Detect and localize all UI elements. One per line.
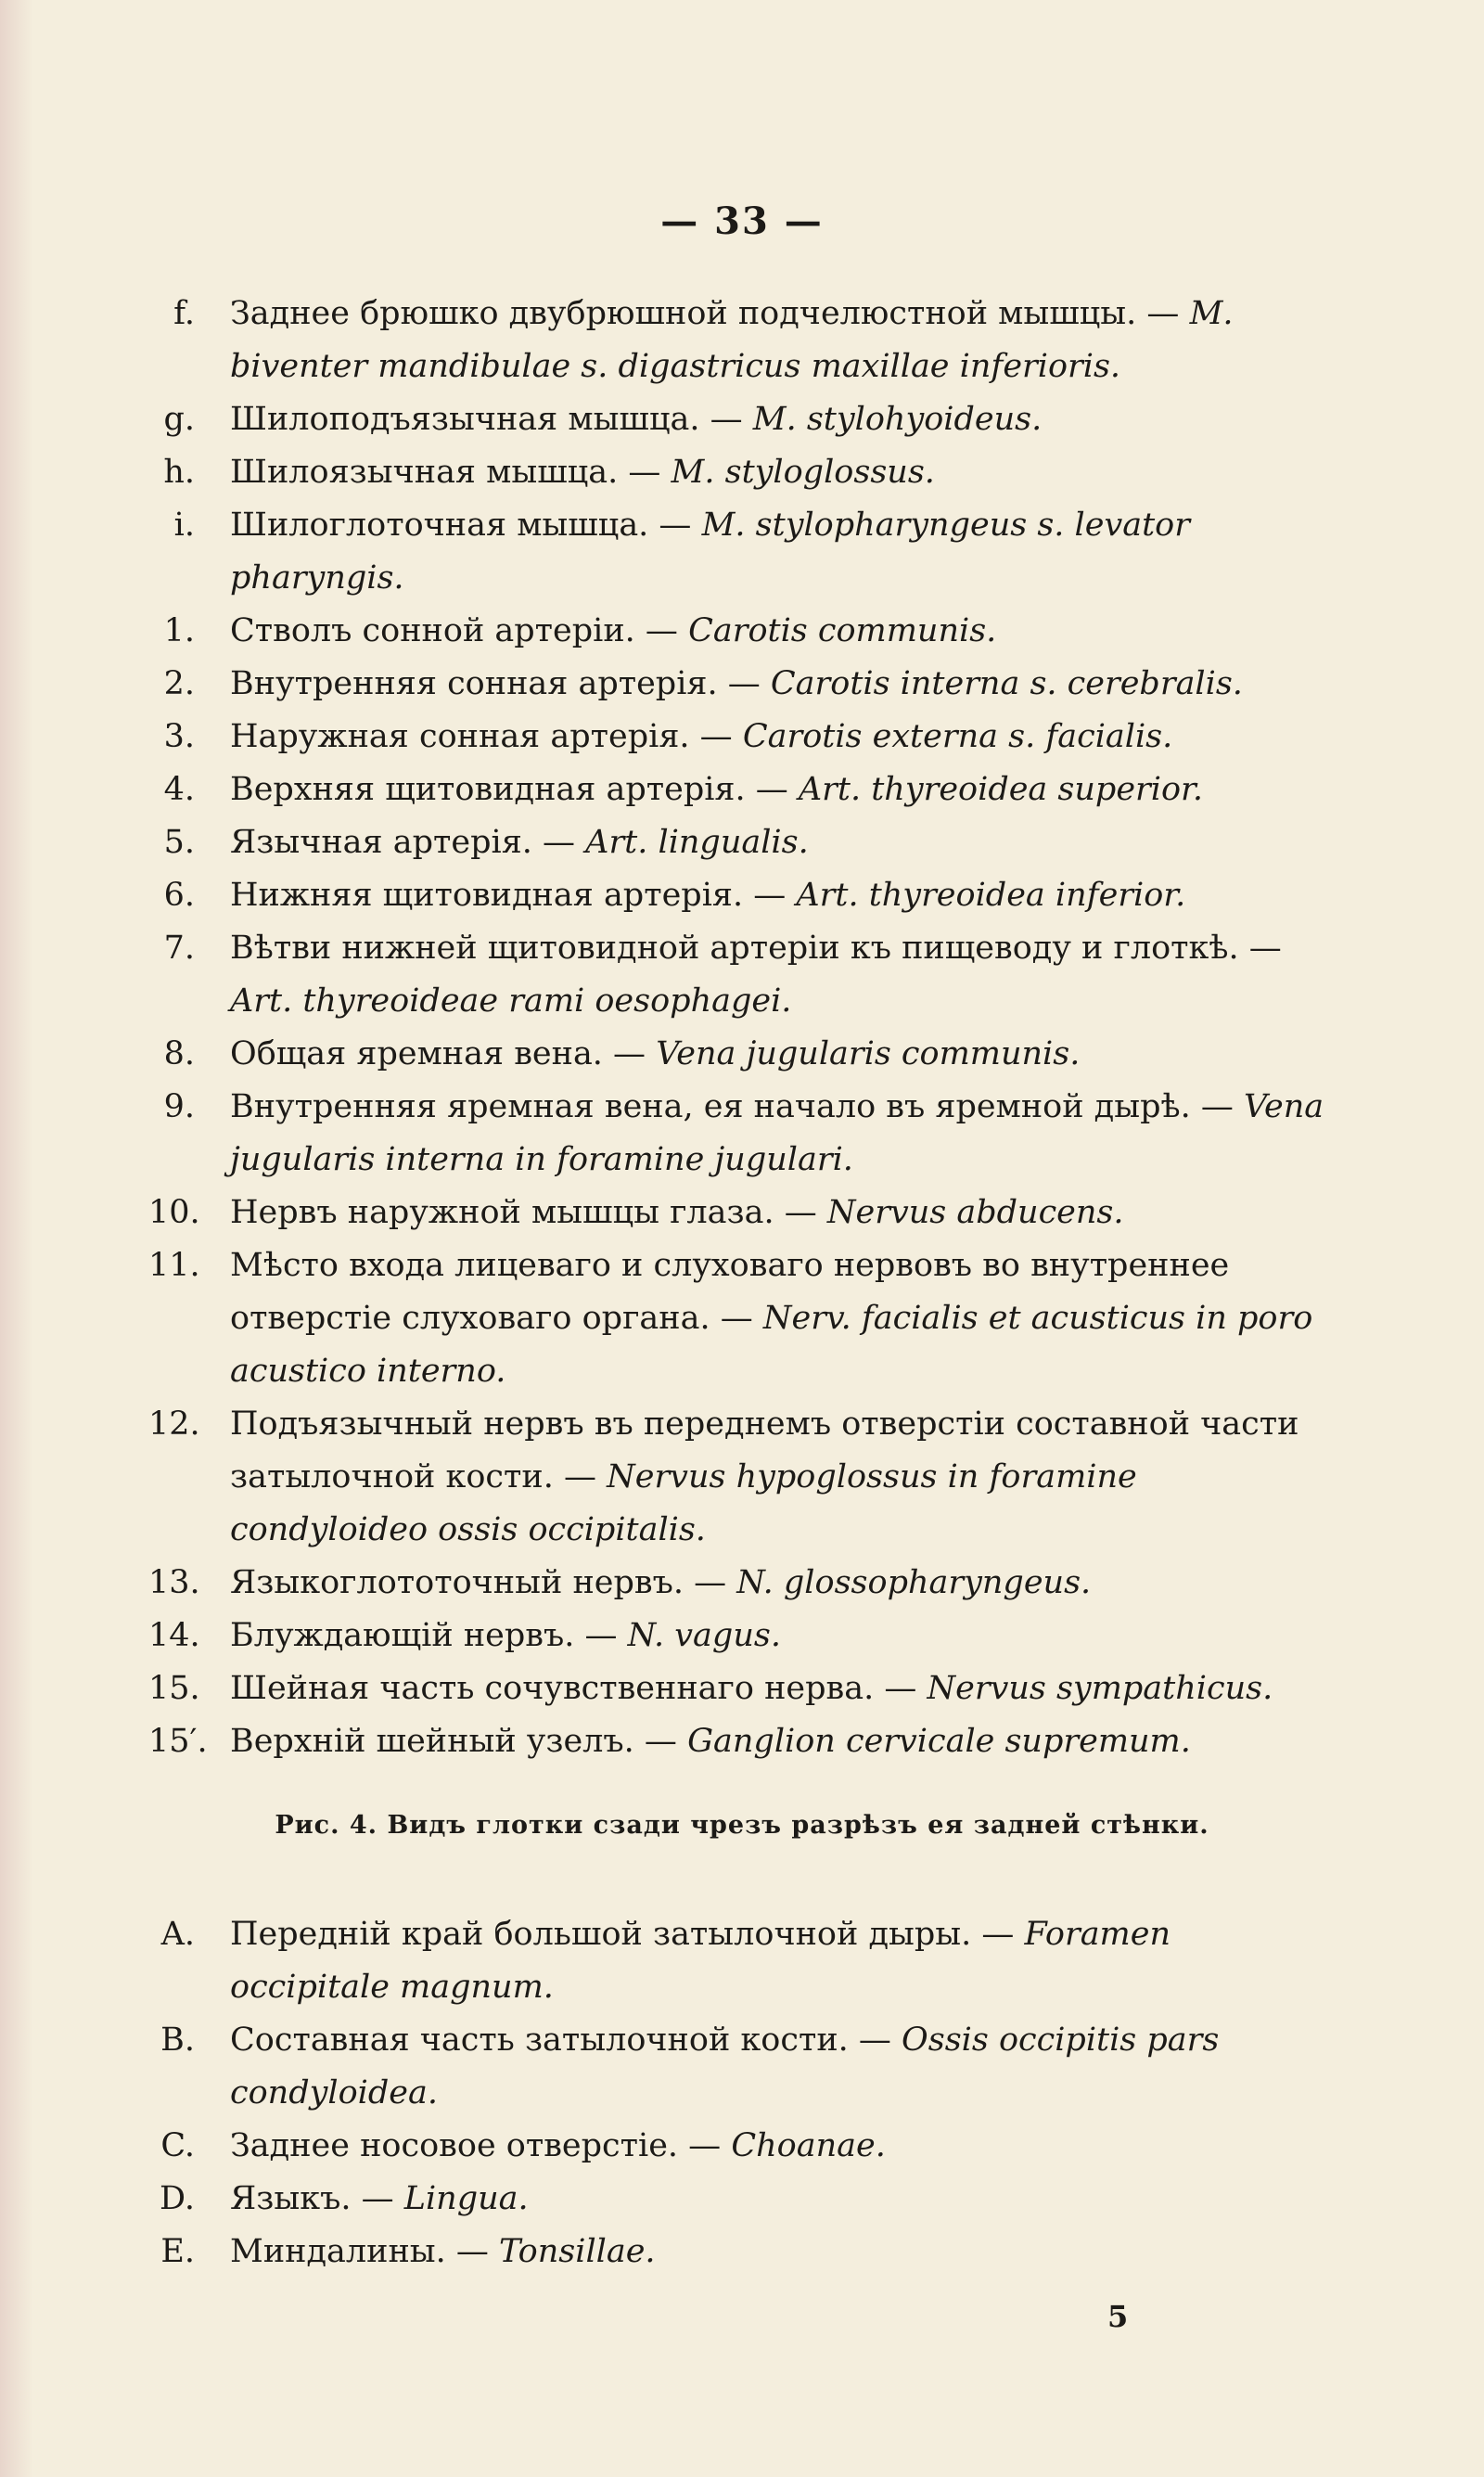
entry-label: 14. — [148, 1617, 200, 1654]
entry-russian: Составная часть затылочной кости. — — [230, 2021, 891, 2059]
entry-russian: Шилоглоточная мышца. — — [230, 507, 692, 544]
entry-russian: Шилоподъязычная мышца. — — [230, 401, 743, 438]
entry-russian: Передній край большой затылочной дыры. — — [230, 1916, 1015, 1953]
entry-label: 5. — [163, 824, 195, 861]
entry-latin: Art. lingualis. — [585, 824, 809, 861]
entry-russian: Нервъ наружной мышцы глаза. — — [230, 1194, 817, 1231]
entry-latin: M. biventer mandibulae s. digastricus maxillae inferioris. — [230, 295, 1234, 385]
entry-russian: Блуждающій нервъ. — — [230, 1617, 618, 1654]
entry-russian: Языкъ. — — [230, 2180, 394, 2217]
entry-russian: Шейная часть сочувственнаго нерва. — — [230, 1670, 917, 1707]
entry-latin: Foramen occipitale magnum. — [230, 1916, 1171, 2006]
entry-latin: Art. thyreoidea inferior. — [796, 877, 1186, 914]
entry-label: 11. — [148, 1247, 200, 1284]
entry-label: g. — [163, 401, 195, 438]
entry-russian: Внутренняя сонная артерія. — — [230, 665, 761, 702]
entry-latin: M. styloglossus. — [671, 454, 935, 491]
entry-label: 13. — [148, 1564, 200, 1601]
entry-latin: Nerv. facialis et acusticus in poro acustico interno. — [230, 1300, 1313, 1390]
entry-russian: Шилоязычная мышца. — — [230, 454, 661, 491]
entry-russian: Подъязычный нервъ въ переднемъ отверстіи составной части затылочной кости. — — [230, 1405, 1299, 1495]
entry-label: 7. — [163, 930, 195, 967]
entry-russian: Верхній шейный узелъ. — — [230, 1723, 677, 1760]
entry-label: 3. — [163, 718, 195, 755]
entry-russian: Стволъ сонной артеріи. — — [230, 612, 678, 649]
entry-latin: Lingua. — [403, 2180, 529, 2217]
entry-latin: Nervus abducens. — [826, 1194, 1124, 1231]
entry-latin: Art. thyreoidea superior. — [798, 771, 1204, 808]
entry-label: 8. — [163, 1035, 195, 1072]
entry-label: 15. — [148, 1670, 200, 1707]
entry-latin: N. glossopharyngeus. — [736, 1564, 1092, 1601]
entry-label: 1. — [163, 612, 195, 649]
entry-latin: Tonsillae. — [499, 2233, 656, 2270]
entry-russian: Заднее носовое отверстіе. — — [230, 2127, 722, 2164]
entry-label: 12. — [148, 1405, 200, 1443]
entry-latin: Carotis communis. — [688, 612, 997, 649]
entry-latin: N. vagus. — [627, 1617, 781, 1654]
entry-label: A. — [160, 1916, 195, 1953]
entry-label: 4. — [163, 771, 195, 808]
page-number: — 33 — — [660, 199, 824, 243]
entry-label: 10. — [148, 1194, 200, 1231]
entry-latin: M. stylopharyngeus s. levator pharyngis. — [230, 507, 1190, 597]
entry-label: B. — [160, 2021, 195, 2059]
entry-russian: Язычная артерія. — — [230, 824, 576, 861]
entry-label: f. — [173, 295, 195, 332]
entry-label: 9. — [163, 1088, 195, 1125]
entry-label: 15′. — [148, 1723, 208, 1760]
entry-label: D. — [160, 2180, 195, 2217]
entry-latin: M. stylohyoideus. — [752, 401, 1043, 438]
entry-label: 2. — [163, 665, 195, 702]
entry-latin: Carotis externa s. facialis. — [742, 718, 1173, 755]
entry-russian: Заднее брюшко двубрюшной подчелюстной мышцы. — — [230, 295, 1180, 332]
entry-latin: Choanae. — [731, 2127, 886, 2164]
signature-mark: 5 — [1107, 2299, 1129, 2334]
entry-latin: Ossis occipitis pars condyloidea. — [230, 2021, 1220, 2111]
entry-russian: Внутренняя яремная вена, ея начало въ яремной дырѣ. — — [230, 1088, 1234, 1125]
entry-latin: Ganglion cervicale supremum. — [687, 1723, 1191, 1760]
entry-russian: Миндалины. — — [230, 2233, 489, 2270]
entry-russian: Мѣсто входа лицеваго и слуховаго нервовъ во внутреннее отверстіе слуховаго органа. — — [230, 1247, 1230, 1337]
figure-caption: Рис. 4. Видъ глотки сзади чрезъ разрѣзъ ея задней стѣнки. — [275, 1811, 1209, 1840]
entry-latin: Vena jugularis communis. — [656, 1035, 1081, 1072]
entry-russian: Языкоглототочный нервъ. — — [230, 1564, 727, 1601]
entry-label: h. — [163, 454, 195, 491]
entry-russian: Нижняя щитовидная артерія. — — [230, 877, 787, 914]
entry-russian: Общая яремная вена. — — [230, 1035, 646, 1072]
entry-russian: Наружная сонная артерія. — — [230, 718, 733, 755]
entry-label: 6. — [163, 877, 195, 914]
entry-latin: Art. thyreoideae rami oesophagei. — [230, 982, 792, 1020]
entry-label: E. — [160, 2233, 195, 2270]
entry-label: i. — [173, 507, 195, 544]
entry-latin: Nervus hypoglossus in foramine condyloideo ossis occipitalis. — [230, 1458, 1137, 1548]
entry-latin: Vena jugularis interna in foramine jugulari. — [230, 1088, 1324, 1178]
page-edge — [0, 0, 33, 2477]
entry-russian: Вѣтви нижней щитовидной артеріи къ пищеводу и глоткѣ. — — [230, 930, 1282, 967]
entry-russian: Верхняя щитовидная артерія. — — [230, 771, 788, 808]
entry-latin: Nervus sympathicus. — [927, 1670, 1273, 1707]
entry-label: C. — [160, 2127, 195, 2164]
entry-latin: Carotis interna s. cerebralis. — [770, 665, 1243, 702]
